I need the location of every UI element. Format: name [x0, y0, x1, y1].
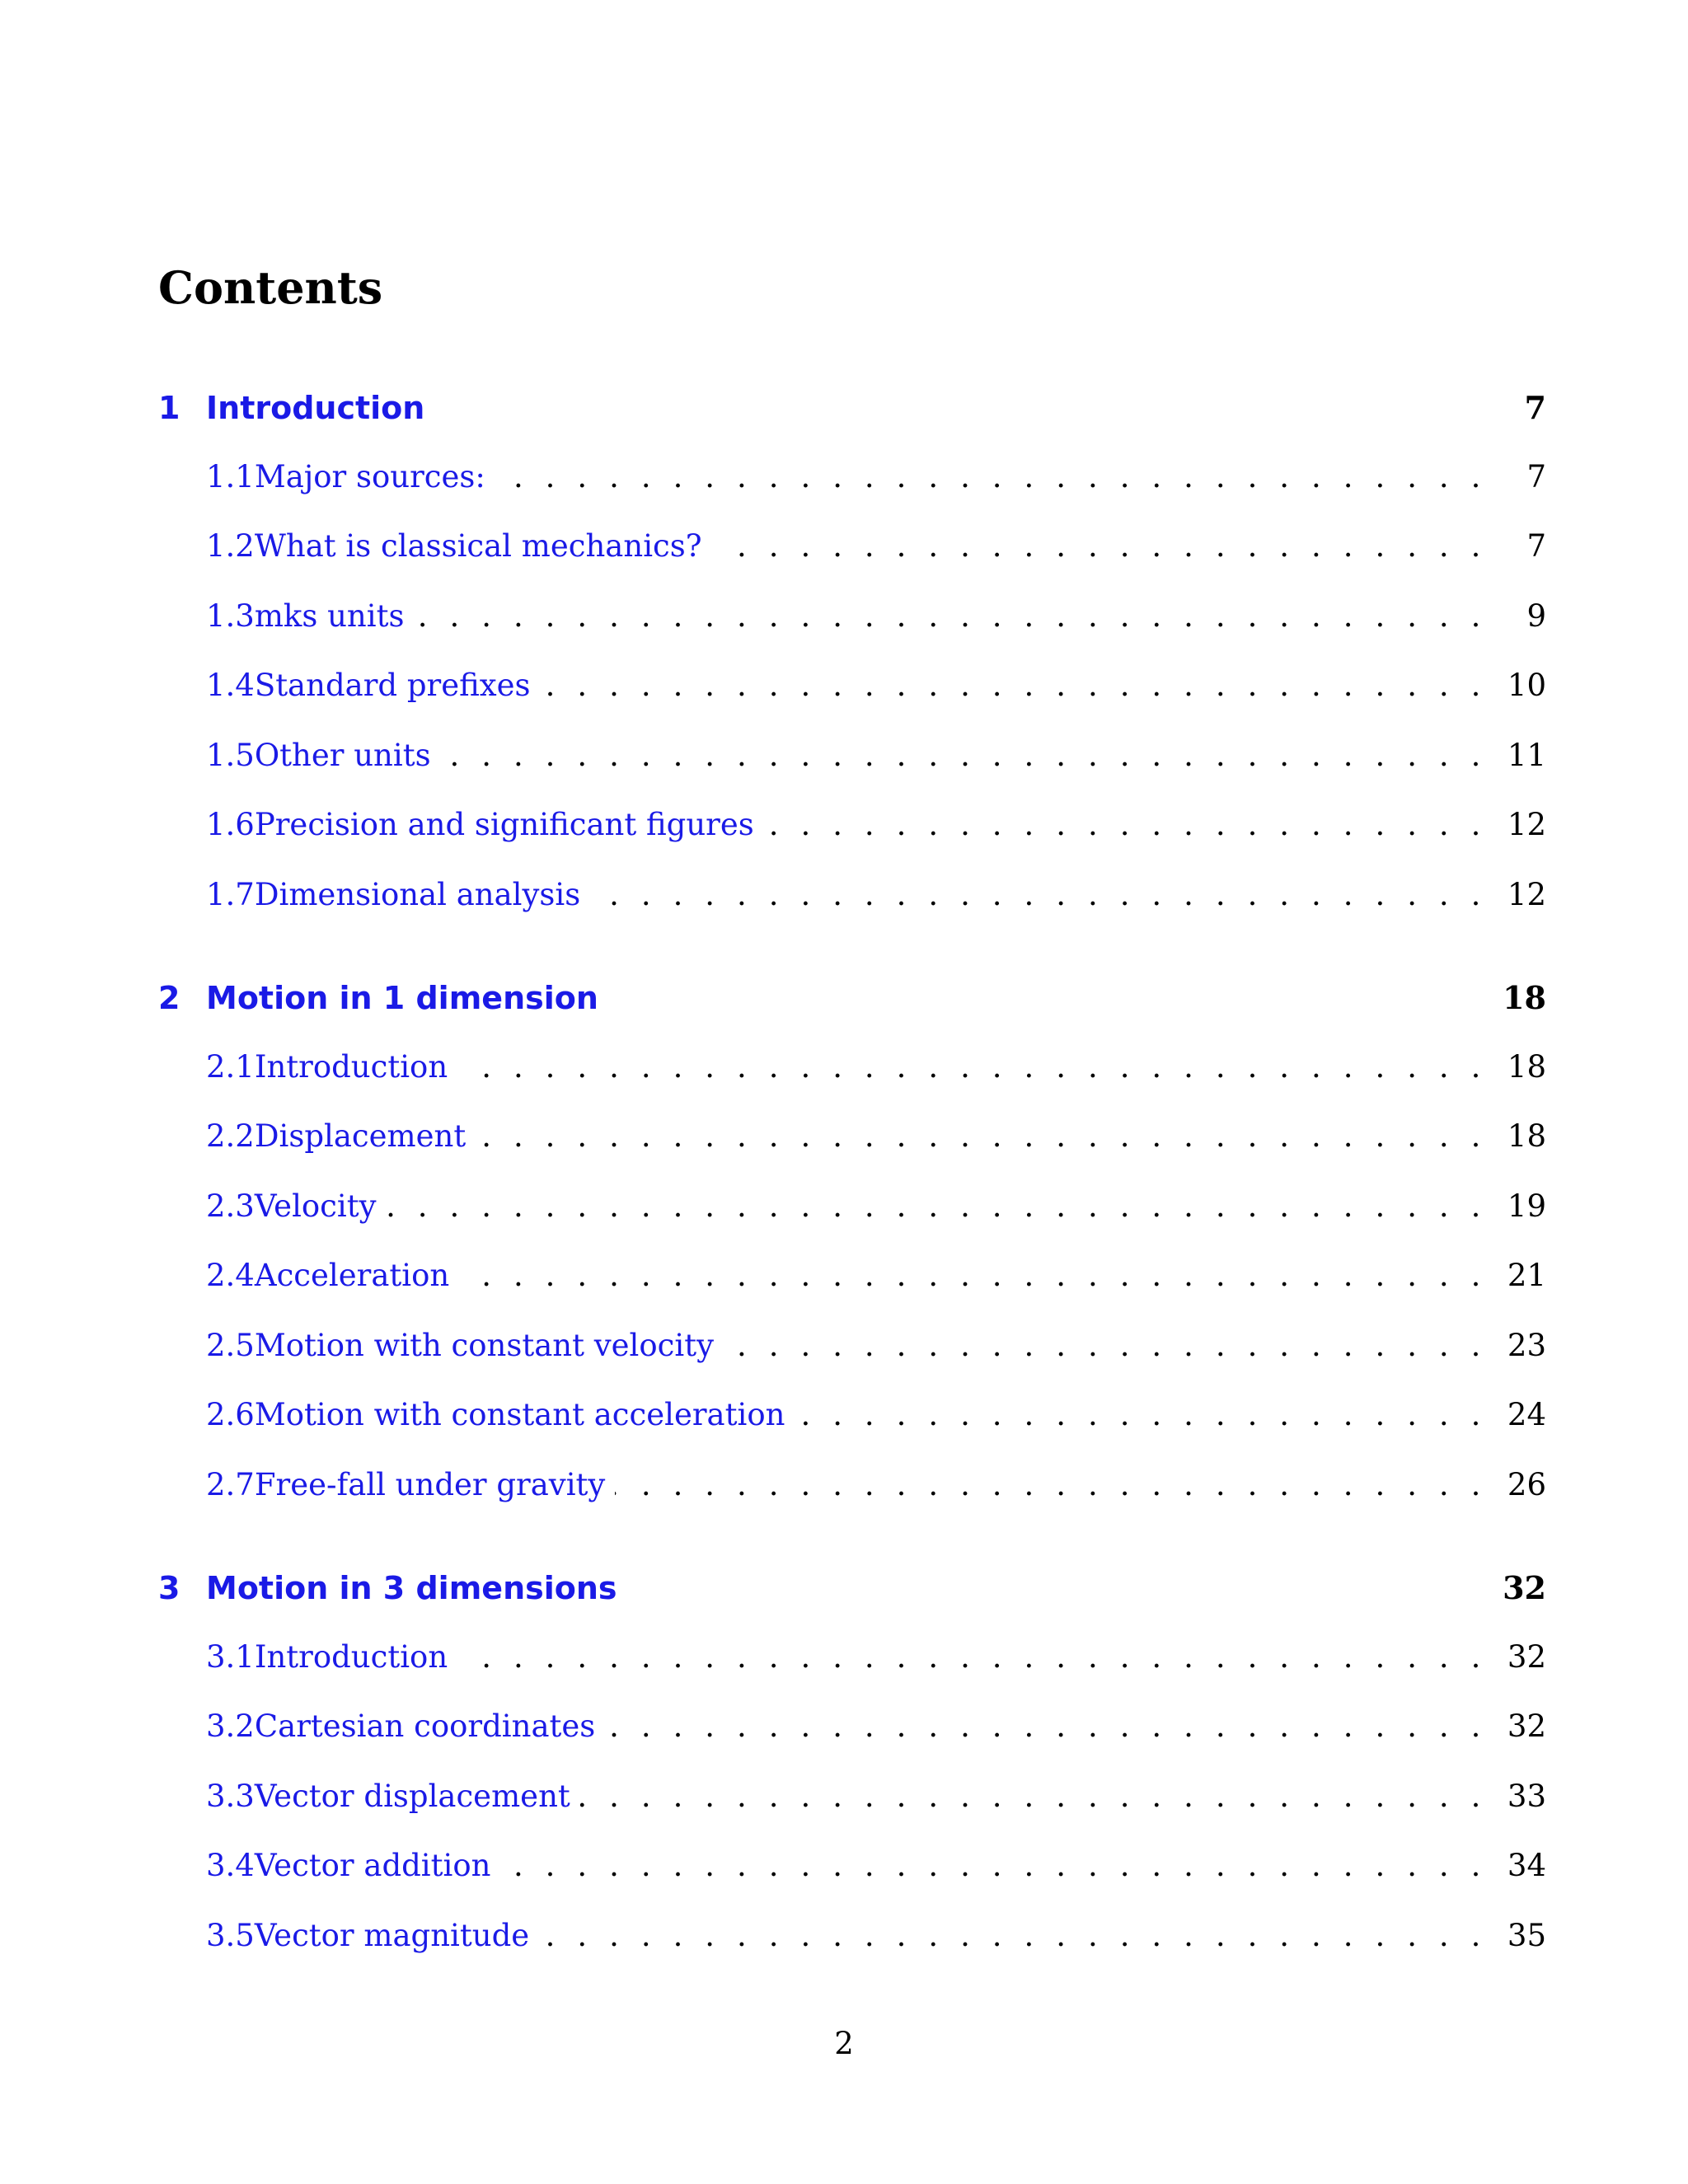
section-number: 2.2	[206, 1118, 255, 1154]
dot-leader	[459, 1258, 1505, 1293]
dot-leader	[580, 1779, 1505, 1814]
section-title-link[interactable]: Velocity	[254, 1188, 377, 1224]
section-number: 1.4	[206, 668, 255, 703]
section-title-link[interactable]: Precision and significant figures	[254, 807, 754, 842]
section-page-number: 12	[1507, 807, 1546, 842]
section-title-link[interactable]: mks units	[254, 598, 405, 634]
section-title-link[interactable]: Free-fall under gravity	[254, 1466, 606, 1502]
dot-leader	[387, 1188, 1505, 1224]
chapter-block	[158, 1569, 1546, 1987]
section-page-number: 35	[1507, 1917, 1546, 1953]
dot-leader	[539, 1918, 1505, 1953]
dot-leader	[541, 668, 1505, 703]
section-page-number: 23	[1507, 1327, 1546, 1363]
footer-page-number: 2	[834, 2026, 854, 2061]
toc-section-entry[interactable]	[158, 738, 1546, 808]
toc-section-entry[interactable]	[158, 668, 1546, 738]
section-number: 2.6	[206, 1397, 255, 1432]
section-title-link[interactable]: Motion with constant acceleration	[254, 1397, 785, 1432]
toc-section-entry[interactable]	[158, 459, 1546, 529]
section-number: 1.7	[206, 876, 255, 912]
toc-section-entry[interactable]	[158, 1397, 1546, 1467]
section-page-number: 7	[1526, 528, 1546, 564]
section-number: 1.3	[206, 598, 255, 634]
toc-section-entry[interactable]	[158, 877, 1546, 947]
section-page-number: 33	[1507, 1778, 1546, 1814]
table-of-contents	[158, 389, 1546, 2020]
section-number: 3.3	[206, 1778, 255, 1814]
section-page-number: 18	[1507, 1118, 1546, 1154]
section-page-number: 9	[1526, 598, 1546, 634]
chapter-page-number: 7	[1524, 389, 1546, 426]
section-title-link[interactable]: What is classical mechanics?	[254, 528, 702, 564]
dot-leader	[457, 1639, 1505, 1675]
section-title-link[interactable]: Standard prefixes	[254, 668, 531, 703]
chapter-block	[158, 979, 1546, 1536]
section-title-link[interactable]: Major sources:	[254, 458, 485, 494]
section-title-link[interactable]: Vector magnitude	[254, 1917, 530, 1953]
dot-leader	[414, 598, 1505, 634]
toc-chapter-entry[interactable]	[158, 389, 1546, 459]
section-number: 3.5	[206, 1917, 255, 1953]
chapter-page-number: 32	[1503, 1569, 1546, 1606]
section-number: 2.3	[206, 1188, 255, 1224]
section-number: 3.2	[206, 1708, 255, 1744]
toc-chapter-entry[interactable]	[158, 979, 1546, 1049]
chapter-number: 2	[158, 980, 181, 1016]
section-number: 1.6	[206, 807, 255, 842]
section-number: 2.4	[206, 1258, 255, 1293]
dot-leader	[712, 528, 1505, 564]
section-number: 1.5	[206, 737, 255, 773]
section-number: 3.4	[206, 1848, 255, 1883]
section-number: 1.2	[206, 528, 255, 564]
section-page-number: 19	[1507, 1188, 1546, 1224]
toc-section-entry[interactable]	[158, 1848, 1546, 1918]
section-page-number: 32	[1507, 1638, 1546, 1675]
toc-section-entry[interactable]	[158, 1467, 1546, 1537]
dot-leader	[605, 1708, 1505, 1744]
section-page-number: 12	[1507, 876, 1546, 912]
toc-section-entry[interactable]	[158, 1049, 1546, 1119]
chapter-title-link[interactable]: Introduction	[206, 390, 425, 426]
section-title-link[interactable]: Cartesian coordinates	[254, 1708, 596, 1744]
toc-section-entry[interactable]	[158, 1639, 1546, 1709]
section-page-number: 24	[1507, 1397, 1546, 1432]
section-title-link[interactable]: Dimensional analysis	[254, 876, 581, 912]
section-number: 2.7	[206, 1466, 255, 1502]
toc-section-entry[interactable]	[158, 528, 1546, 598]
section-page-number: 11	[1507, 737, 1546, 773]
dot-leader	[476, 1118, 1505, 1154]
section-title-link[interactable]: Introduction	[254, 1048, 448, 1085]
dot-leader	[724, 1328, 1505, 1363]
toc-section-entry[interactable]	[158, 1258, 1546, 1328]
section-number: 3.1	[206, 1638, 255, 1675]
dot-leader	[795, 1397, 1505, 1432]
section-title-link[interactable]: Acceleration	[254, 1258, 450, 1293]
chapter-number: 1	[158, 390, 181, 426]
section-title-link[interactable]: Vector displacement	[254, 1778, 570, 1814]
chapter-page-number: 18	[1503, 979, 1546, 1016]
dot-leader	[615, 1467, 1505, 1502]
toc-chapter-entry[interactable]	[158, 1569, 1546, 1639]
section-page-number: 21	[1507, 1258, 1546, 1293]
section-number: 1.1	[206, 458, 255, 494]
dot-leader	[495, 459, 1505, 494]
chapter-number: 3	[158, 1570, 181, 1606]
dot-leader	[457, 1049, 1505, 1085]
toc-section-entry[interactable]	[158, 1328, 1546, 1398]
toc-section-entry[interactable]	[158, 1918, 1546, 1988]
section-title-link[interactable]: Displacement	[254, 1118, 467, 1154]
chapter-title-link[interactable]: Motion in 1 dimension	[206, 980, 598, 1016]
dot-leader	[500, 1848, 1505, 1883]
section-number: 2.1	[206, 1048, 255, 1085]
section-page-number: 32	[1507, 1708, 1546, 1744]
dot-leader	[764, 807, 1505, 842]
toc-section-entry[interactable]	[158, 1708, 1546, 1779]
chapter-title-link[interactable]: Motion in 3 dimensions	[206, 1570, 617, 1606]
section-title-link[interactable]: Introduction	[254, 1638, 448, 1675]
section-page-number: 18	[1507, 1048, 1546, 1085]
toc-section-entry[interactable]	[158, 1188, 1546, 1258]
section-page-number: 7	[1526, 458, 1546, 494]
page-title: Contents	[158, 261, 383, 314]
dot-leader	[441, 738, 1505, 773]
dot-leader	[590, 877, 1505, 912]
section-page-number: 26	[1507, 1466, 1546, 1502]
section-title-link[interactable]: Motion with constant velocity	[254, 1327, 714, 1363]
chapter-block	[158, 389, 1546, 946]
section-title-link[interactable]: Vector addition	[254, 1848, 491, 1883]
toc-section-entry[interactable]	[158, 1118, 1546, 1188]
toc-section-entry[interactable]	[158, 1779, 1546, 1849]
toc-section-entry[interactable]	[158, 598, 1546, 668]
section-page-number: 34	[1507, 1848, 1546, 1883]
section-title-link[interactable]: Other units	[254, 737, 431, 773]
section-number: 2.5	[206, 1327, 255, 1363]
toc-section-entry[interactable]	[158, 807, 1546, 877]
section-page-number: 10	[1507, 668, 1546, 703]
